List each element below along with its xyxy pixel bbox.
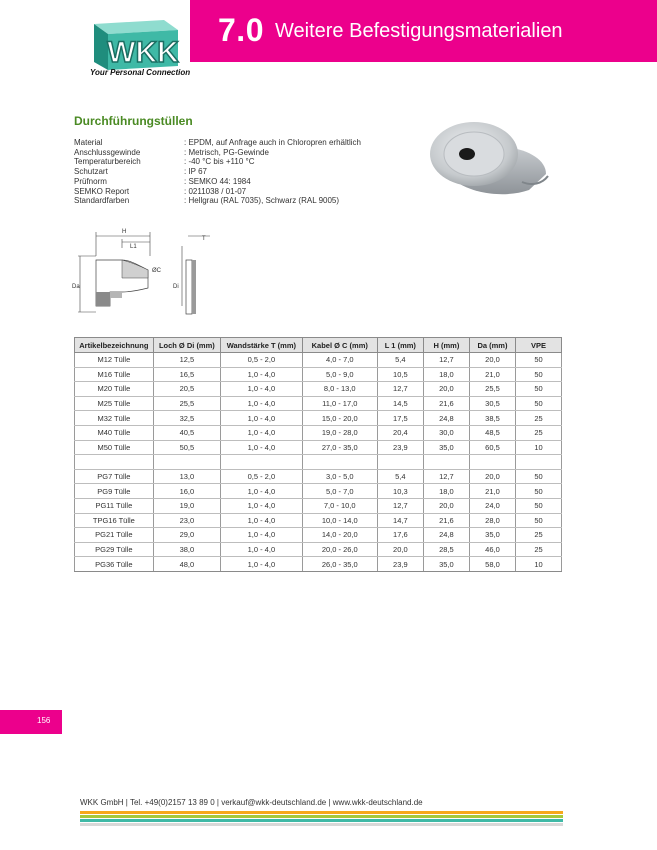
table-cell: 24,8 xyxy=(423,411,469,426)
table-cell: 18,0 xyxy=(423,484,469,499)
table-cell: 0,5 - 2,0 xyxy=(221,353,303,368)
table-header-row xyxy=(75,338,562,353)
table-cell: 20,0 xyxy=(423,498,469,513)
table-row xyxy=(75,353,562,368)
table-cell: 1,0 - 4,0 xyxy=(221,557,303,572)
table-cell: 28,5 xyxy=(423,542,469,557)
table-cell xyxy=(469,455,515,470)
table-cell: 20,0 - 26,0 xyxy=(302,542,377,557)
table-cell: 20,0 xyxy=(377,542,423,557)
spec-value: : EPDM, auf Anfrage auch in Chloropren erhältlich xyxy=(184,138,361,147)
table-cell: 40,5 xyxy=(153,425,220,440)
table-row xyxy=(75,455,562,470)
table-cell: M32 Tülle xyxy=(75,411,154,426)
technical-drawing xyxy=(70,226,220,316)
table-cell: TPG16 Tülle xyxy=(75,513,154,528)
grommet-section xyxy=(96,260,148,306)
table-row xyxy=(75,557,562,572)
table-cell: PG21 Tülle xyxy=(75,528,154,543)
table-cell: 50 xyxy=(516,469,562,484)
table-cell: PG7 Tülle xyxy=(75,469,154,484)
table-cell: 14,5 xyxy=(377,396,423,411)
table-cell: PG9 Tülle xyxy=(75,484,154,499)
logo-text: WKK xyxy=(107,36,179,69)
table-cell: 17,5 xyxy=(377,411,423,426)
table-cell: 15,0 - 20,0 xyxy=(302,411,377,426)
col-header: Da (mm) xyxy=(469,338,515,353)
spec-label: Anschlussgewinde xyxy=(74,147,141,157)
spec-value: : IP 67 xyxy=(184,167,207,177)
table-cell: 10,3 xyxy=(377,484,423,499)
plate-section xyxy=(186,260,196,314)
page-tab xyxy=(0,710,62,734)
table-cell: 25,5 xyxy=(469,382,515,397)
table-cell: 60,5 xyxy=(469,440,515,455)
table-cell: 26,0 - 35,0 xyxy=(302,557,377,572)
table-cell: 1,0 - 4,0 xyxy=(221,425,303,440)
table-cell: 13,0 xyxy=(153,469,220,484)
drawing-label-h: H xyxy=(122,229,127,235)
spec-value: : -40 °C bis +110 °C xyxy=(184,157,255,167)
table-cell: M20 Tülle xyxy=(75,382,154,397)
table-row xyxy=(75,367,562,382)
col-header: Artikelbezeichnung xyxy=(75,338,154,353)
table-cell: 25 xyxy=(516,528,562,543)
stripe-green xyxy=(80,815,563,818)
table-cell: 32,5 xyxy=(153,411,220,426)
table-cell: 20,0 xyxy=(423,382,469,397)
spec-row xyxy=(74,157,361,167)
col-header: H (mm) xyxy=(423,338,469,353)
table-cell: 12,5 xyxy=(153,353,220,368)
table-cell: 48,5 xyxy=(469,425,515,440)
table-cell: M12 Tülle xyxy=(75,353,154,368)
table-cell: 21,6 xyxy=(423,513,469,528)
col-header: Kabel Ø C (mm) xyxy=(302,338,377,353)
table-cell: 1,0 - 4,0 xyxy=(221,440,303,455)
table-cell: 14,7 xyxy=(377,513,423,528)
table-cell: 10,0 - 14,0 xyxy=(302,513,377,528)
spec-row xyxy=(74,138,361,148)
table-cell: 3,0 - 5,0 xyxy=(302,469,377,484)
table-cell: M16 Tülle xyxy=(75,367,154,382)
table-cell: 1,0 - 4,0 xyxy=(221,528,303,543)
table-cell: 48,0 xyxy=(153,557,220,572)
table-cell: 29,0 xyxy=(153,528,220,543)
stripe-grey xyxy=(80,823,563,826)
table-cell: 35,0 xyxy=(423,440,469,455)
table-cell: 10,5 xyxy=(377,367,423,382)
spec-value: : SEMKO 44: 1984 xyxy=(184,176,251,186)
table-cell: 1,0 - 4,0 xyxy=(221,542,303,557)
table-cell: 28,0 xyxy=(469,513,515,528)
col-header: VPE xyxy=(516,338,562,353)
table-cell xyxy=(153,455,220,470)
table-cell: 1,0 - 4,0 xyxy=(221,396,303,411)
table-cell: 23,0 xyxy=(153,513,220,528)
table-cell xyxy=(377,455,423,470)
table-cell xyxy=(302,455,377,470)
table-row xyxy=(75,469,562,484)
table-row xyxy=(75,396,562,411)
chapter-title: Weitere Befestigungsmaterialien xyxy=(275,20,563,42)
table-cell: 16,5 xyxy=(153,367,220,382)
table-cell: 12,7 xyxy=(377,382,423,397)
table-cell: 38,5 xyxy=(469,411,515,426)
table-cell: 11,0 - 17,0 xyxy=(302,396,377,411)
spec-label: Standardfarben xyxy=(74,196,130,206)
table-cell: 46,0 xyxy=(469,542,515,557)
table-cell: 16,0 xyxy=(153,484,220,499)
table-cell: 8,0 - 13,0 xyxy=(302,382,377,397)
table-cell: M50 Tülle xyxy=(75,440,154,455)
table-cell xyxy=(75,455,154,470)
table-cell: 10 xyxy=(516,440,562,455)
table-row xyxy=(75,498,562,513)
table-cell: 20,0 xyxy=(469,353,515,368)
drawing-label-da: Da xyxy=(72,284,80,290)
stripe-orange xyxy=(80,811,563,814)
spec-label: Temperaturbereich xyxy=(74,157,141,167)
table-row xyxy=(75,513,562,528)
table-cell: 1,0 - 4,0 xyxy=(221,498,303,513)
table-cell: 50,5 xyxy=(153,440,220,455)
page-number: 156 xyxy=(37,716,51,725)
table-cell: 50 xyxy=(516,498,562,513)
table-cell: 5,4 xyxy=(377,353,423,368)
table-cell: 50 xyxy=(516,367,562,382)
spec-label: SEMKO Report xyxy=(74,186,130,196)
table-cell: 5,0 - 7,0 xyxy=(302,484,377,499)
table-cell: PG11 Tülle xyxy=(75,498,154,513)
table-cell: 12,7 xyxy=(423,353,469,368)
table-cell: 4,0 - 7,0 xyxy=(302,353,377,368)
table-cell: PG29 Tülle xyxy=(75,542,154,557)
stripe-teal xyxy=(80,819,563,822)
spec-row xyxy=(74,167,361,177)
tagline: Your Personal Connection xyxy=(90,68,191,77)
col-header: Wandstärke T (mm) xyxy=(221,338,303,353)
spec-value: : Hellgrau (RAL 7035), Schwarz (RAL 9005) xyxy=(184,196,340,206)
table-cell: 12,7 xyxy=(423,469,469,484)
spec-row xyxy=(74,148,361,158)
table-body xyxy=(75,353,562,572)
table-cell: 27,0 - 35,0 xyxy=(302,440,377,455)
spec-label: Prüfnorm xyxy=(74,176,107,186)
table-cell: 24,0 xyxy=(469,498,515,513)
drawing-label-dc: ØC xyxy=(152,268,161,274)
table-cell: 12,7 xyxy=(377,498,423,513)
table-cell: 1,0 - 4,0 xyxy=(221,484,303,499)
table-cell: 1,0 - 4,0 xyxy=(221,411,303,426)
table-row xyxy=(75,382,562,397)
table-cell: PG36 Tülle xyxy=(75,557,154,572)
table-cell: 21,0 xyxy=(469,484,515,499)
table-cell: 50 xyxy=(516,484,562,499)
chapter-number: 7.0 xyxy=(218,12,264,48)
col-header: L 1 (mm) xyxy=(377,338,423,353)
table-cell: 1,0 - 4,0 xyxy=(221,513,303,528)
table-cell: 21,6 xyxy=(423,396,469,411)
table-cell: M40 Tülle xyxy=(75,425,154,440)
table-row xyxy=(75,528,562,543)
table-cell: 14,0 - 20,0 xyxy=(302,528,377,543)
table-cell: 30,0 xyxy=(423,425,469,440)
table-cell: 25 xyxy=(516,542,562,557)
table-cell: 58,0 xyxy=(469,557,515,572)
table-row xyxy=(75,425,562,440)
spec-label: Schutzart xyxy=(74,167,108,177)
table-row xyxy=(75,411,562,426)
footer-contact: WKK GmbH | Tel. +49(0)2157 13 89 0 | verkauf@wkk-deutschland.de | www.wkk-deutschland.de xyxy=(80,798,423,807)
table-cell: 1,0 - 4,0 xyxy=(221,382,303,397)
table-cell: 20,4 xyxy=(377,425,423,440)
table-cell: 35,0 xyxy=(423,557,469,572)
table-cell: 23,9 xyxy=(377,557,423,572)
section-title: Durchführungstüllen xyxy=(74,114,193,128)
table-cell xyxy=(221,455,303,470)
table-cell: 1,0 - 4,0 xyxy=(221,367,303,382)
spec-value: : 0211038 / 01-07 xyxy=(184,186,247,196)
table-cell: 10 xyxy=(516,557,562,572)
table-cell: 20,5 xyxy=(153,382,220,397)
table-cell: 24,8 xyxy=(423,528,469,543)
table-cell: 0,5 - 2,0 xyxy=(221,469,303,484)
footer-stripes xyxy=(80,811,563,827)
table-cell: 7,0 - 10,0 xyxy=(302,498,377,513)
spec-row xyxy=(74,187,361,197)
table-cell: 5,4 xyxy=(377,469,423,484)
table-cell: 5,0 - 9,0 xyxy=(302,367,377,382)
table-row xyxy=(75,542,562,557)
drawing-label-di: Di xyxy=(173,284,179,290)
table-cell: 19,0 xyxy=(153,498,220,513)
table-cell: 50 xyxy=(516,513,562,528)
table-cell xyxy=(516,455,562,470)
spec-list xyxy=(74,138,361,206)
table-cell: 19,0 - 28,0 xyxy=(302,425,377,440)
table-cell: 21,0 xyxy=(469,367,515,382)
table-row xyxy=(75,484,562,499)
table-cell: 50 xyxy=(516,382,562,397)
spec-value: : Metrisch, PG-Gewinde xyxy=(184,147,269,157)
table-cell: 18,0 xyxy=(423,367,469,382)
table-cell: 20,0 xyxy=(469,469,515,484)
spec-table xyxy=(74,337,562,572)
table-cell: 17,6 xyxy=(377,528,423,543)
table-cell: 25 xyxy=(516,425,562,440)
table-cell: 50 xyxy=(516,396,562,411)
spec-label: Material xyxy=(74,138,103,147)
table-cell: 50 xyxy=(516,353,562,368)
product-photo xyxy=(414,112,564,210)
table-cell: 23,9 xyxy=(377,440,423,455)
table-cell: 38,0 xyxy=(153,542,220,557)
table-cell: 25,5 xyxy=(153,396,220,411)
table-cell: 35,0 xyxy=(469,528,515,543)
table-row xyxy=(75,440,562,455)
table-cell: 30,5 xyxy=(469,396,515,411)
drawing-label-l1: L1 xyxy=(130,244,137,250)
spec-row xyxy=(74,177,361,187)
table-cell: M25 Tülle xyxy=(75,396,154,411)
table-cell: 25 xyxy=(516,411,562,426)
col-header: Loch Ø Di (mm) xyxy=(153,338,220,353)
spec-row xyxy=(74,196,361,206)
table-cell xyxy=(423,455,469,470)
drawing-label-t: T xyxy=(202,236,206,242)
